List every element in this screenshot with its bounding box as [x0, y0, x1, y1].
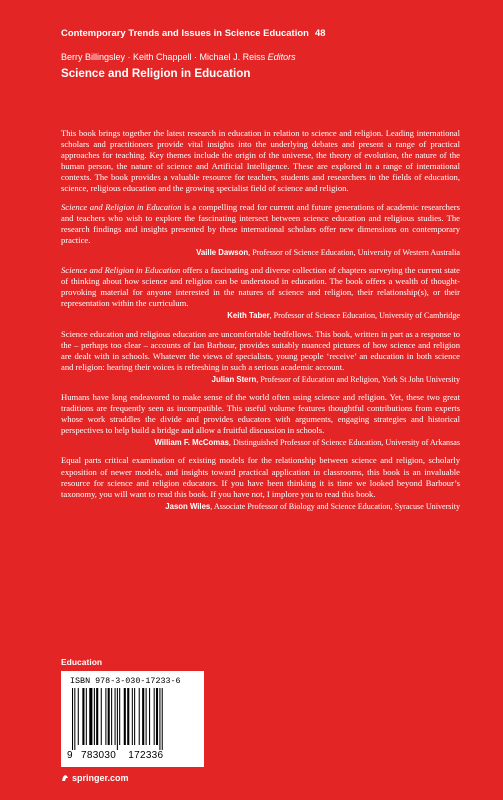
header [61, 27, 461, 80]
review-block [61, 265, 460, 321]
editor-names: Berry Billingsley · Keith Chappell · Michael J. Reiss [61, 52, 266, 62]
barcode-bar [115, 688, 116, 745]
review-title-ref: Science and Religion in Education [61, 265, 181, 276]
review-body: offers a fascinating and diverse collection of chapters surveying the current state of thinking about how science and religion can be understood in education. The book offers a wealth of thought-provoking material for anyone interested in the natures of science and religion, their relationship(s), or their representation within the curriculum. [61, 265, 460, 309]
reviewer-affiliation: , Professor of Education and Religion, York St John University [256, 374, 460, 384]
review-text [61, 392, 460, 436]
barcode-bar [111, 688, 112, 745]
barcode-bar [74, 688, 75, 750]
review-body: is a compelling read for current and future generations of academic researchers and teachers who wish to explore the fascinating intersect between science education and religious studies. The research findings and insights presented by these international scholars offer new dimensions on contemporary practice. [61, 201, 460, 245]
barcode-group-2: 172336 [128, 750, 164, 761]
barcode-bar [117, 688, 118, 750]
series-name: Contemporary Trends and Issues in Science Education [61, 27, 309, 38]
barcode-bar [139, 688, 140, 745]
reviewer-affiliation: , Professor of Science Education, University of Western Australia [248, 247, 460, 257]
editor-role: Editors [267, 52, 296, 62]
reviewer-affiliation: , Professor of Science Education, University of Cambridge [269, 311, 460, 321]
editors-line [61, 52, 461, 62]
barcode-bar [89, 688, 92, 745]
review-attribution [61, 437, 460, 448]
series-line [61, 27, 461, 38]
review-body: Humans have long endeavored to make sense of the world often using science and religion. Yet, these two great traditions are frequently seen as incompatible. This useful volume features thoughtful contributions from experts whose work straddles the divide and provides educators with arguments, engaging strategies and historical perspectives to help build a bridge and allow a fruitful discussion in schools. [61, 391, 460, 436]
reviewer-name: Jason Wiles [165, 501, 211, 511]
barcode-bar [105, 688, 106, 745]
review-block [61, 202, 460, 258]
back-cover-text [61, 128, 460, 519]
barcode-bar [162, 688, 163, 750]
barcode-bar [86, 688, 87, 745]
publisher-logo [61, 773, 129, 783]
review-attribution [61, 374, 460, 385]
review-text [61, 329, 460, 373]
barcode-bar [159, 688, 160, 750]
review-body: Equal parts critical examination of existing models for the relationship between science and religion, scholarly exposition of newer models, and insights toward practical application in classrooms, this book is an invaluable resource for science and religion educators. If you have been thinking it is time we looked beyond Barbour’s taxonomy, you will want to read this book. If you have not, I implore you to read this book. [61, 455, 460, 499]
barcode-bar [94, 688, 95, 745]
barcode-bar [101, 688, 102, 745]
reviewer-affiliation: , Distinguished Professor of Science Education, University of Arkansas [228, 438, 460, 448]
review-text [61, 265, 460, 309]
barcode-panel [61, 671, 204, 767]
review-title-ref: Science and Religion in Education [61, 201, 182, 212]
barcode-bar [78, 688, 79, 745]
review-attribution [61, 501, 460, 512]
barcode-bar [72, 688, 73, 750]
reviewer-name: William F. McComas [154, 438, 229, 448]
review-text [61, 202, 460, 246]
barcode-bar [149, 688, 150, 745]
review-attribution [61, 247, 460, 258]
barcode-lead-digit: 9 [67, 750, 73, 761]
review-block [61, 392, 460, 448]
review-attribution [61, 310, 460, 321]
barcode-bar [82, 688, 84, 745]
reviewer-name: Vaille Dawson [196, 247, 249, 257]
springer-horse-icon [61, 774, 69, 782]
barcode-bar [119, 688, 120, 745]
subject-category: Education [61, 657, 103, 667]
barcode-bar [96, 688, 98, 745]
barcode-bar [146, 688, 147, 745]
review-block [61, 329, 460, 385]
barcode-bar [154, 688, 155, 745]
barcode-bar [134, 688, 135, 745]
barcode-bar [156, 688, 158, 745]
review-body: Science education and religious education are uncomfortable bedfellows. This book, written in part as a response to the – perhaps too clear – accounts of Ian Barbour, provides suitably nuanced pictures of how science and religion are dealt with in schools. Whatever the views of specialists, young people ‘receive’ an education in both science and religion: hearing their voices is refreshing in such a serious academic account. [61, 328, 460, 372]
reviewer-affiliation: , Associate Professor of Biology and Science Education, Syracuse University [210, 501, 460, 511]
barcode-bar [132, 688, 133, 745]
series-number: 48 [314, 27, 326, 38]
barcode-bar [142, 688, 144, 745]
barcode-bar [108, 688, 110, 745]
review-text [61, 455, 460, 499]
publisher-url: springer.com [72, 773, 129, 783]
barcode-bar [124, 688, 126, 745]
book-title: Science and Religion in Education [61, 67, 251, 80]
reviewer-name: Julian Stern [211, 374, 257, 384]
barcode-bar [127, 688, 129, 745]
description-block [61, 128, 460, 195]
barcode-icon [70, 688, 195, 750]
reviewer-name: Keith Taber [227, 311, 270, 321]
barcode-digits [67, 750, 197, 761]
review-block [61, 455, 460, 511]
description: This book brings together the latest research in education in relation to science and religion. Leading international scholars and practitioners provide vital insights into the underlying debates and present a range of practical approaches for teaching. Key themes include the origin of the universe, the theory of evolution, the nature of the human person, the nature of science and Artificial Intelligence. These are explored in a range of international contexts. The book provides a valuable resource for teachers, students and researchers in the fields of education, science, religious education and the growing specialist field of science and religion. [61, 128, 460, 194]
barcode-group-1: 783030 [80, 750, 117, 761]
isbn-text: ISBN 978-3-030-17233-6 [70, 676, 181, 686]
